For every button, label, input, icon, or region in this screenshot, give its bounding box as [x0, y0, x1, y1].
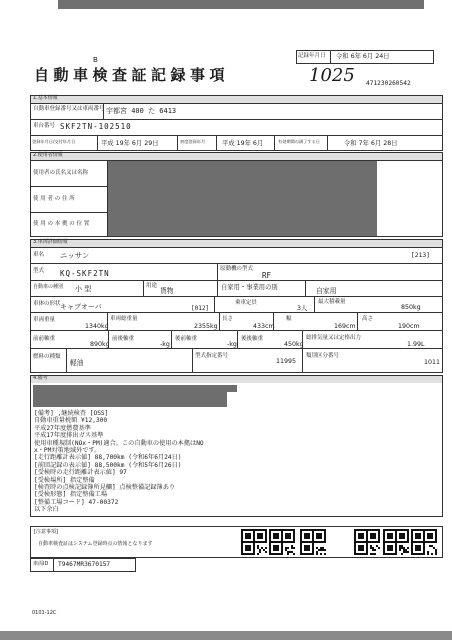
- remark-line: [走行距離計表示値] 88,700km (令和6年6月24日): [34, 454, 182, 462]
- model-label: 型式: [33, 268, 45, 274]
- private-value: 自家用: [316, 287, 337, 295]
- remark-line: [検査時の点検記録簿所見欄] 点検整備記録簿あり: [34, 484, 176, 492]
- max-load-label: 最大積載量: [318, 299, 346, 305]
- length-value: 433cm: [253, 323, 275, 330]
- gross-label: 車両総重量: [110, 316, 138, 322]
- notes-text: 自動車検査証はシステム登録時点の情報となります: [38, 541, 153, 547]
- model-value: KQ-SKF2TN: [60, 269, 110, 278]
- engine-label: 原動機の型式: [220, 266, 254, 272]
- document-title: 自動車検査証記録事項: [34, 66, 230, 84]
- qr-code-4: [354, 529, 380, 555]
- expiry-value: 令和 7年 6月 28日: [344, 140, 398, 147]
- notes-heading: [注意事項]: [34, 529, 58, 535]
- class-value: 1011: [424, 359, 441, 366]
- form-code: 0101-12C: [32, 610, 57, 616]
- remark-line: 使用車種規制(NOx・PM)適合。この自動車の使用の本拠はNO: [34, 439, 204, 447]
- first-reg-value: 平成 19年 6月 29日: [101, 140, 159, 147]
- body-value: キャブオーバ: [60, 303, 102, 311]
- form-letter: B: [93, 56, 98, 64]
- make-code: [213]: [411, 252, 430, 259]
- first-reg-label: 登録年月日/交付年月日: [32, 139, 76, 144]
- remark-line: x・PM対策地域外です。: [34, 447, 101, 455]
- type-label: 自動車の種別: [33, 284, 64, 290]
- fuel-label: 燃料の種類: [33, 354, 61, 360]
- engine-value: RF: [262, 271, 272, 280]
- vehicle-id-label: 車両ID: [33, 561, 49, 567]
- first-reg-month-label: 初度登録年月: [180, 139, 206, 144]
- rr-axle-value: 450kg: [284, 341, 304, 348]
- redacted-remarks-small: [227, 385, 237, 392]
- displacement-value: 1.99L: [407, 341, 425, 348]
- remark-line: 平成27年度燃費基準: [34, 424, 91, 432]
- scan-bottom-band: [0, 631, 452, 640]
- qr-code-3: [300, 529, 326, 555]
- remarks-list: [34, 410, 294, 514]
- record-date-label: 記録年月日: [298, 53, 326, 59]
- chassis-label: 車台番号: [33, 123, 56, 129]
- height-label: 高さ: [362, 316, 374, 322]
- expiry-label: 有効期間の満了する日: [278, 139, 320, 144]
- body-code: [012]: [191, 305, 210, 312]
- remark-line: 自動車重量税額 ¥12,300: [34, 417, 108, 425]
- approval-label: 型式指定番号: [195, 353, 229, 359]
- qr-code-6: [411, 529, 437, 555]
- body-label: 車体の形状: [33, 301, 61, 307]
- fr-axle-value: -kg: [160, 341, 170, 348]
- width-label: 幅: [286, 316, 292, 322]
- first-reg-month-value: 平成 19年 6月: [222, 140, 264, 147]
- height-value: 190cm: [398, 323, 420, 330]
- section1-heading: 1.基本情報: [33, 95, 58, 101]
- plate-value: 宇都宮 400 た 6413: [106, 107, 177, 115]
- qr-code-1: [241, 529, 267, 555]
- ff-axle-value: 890kg: [90, 341, 110, 348]
- gross-value: 2355kg: [194, 323, 218, 330]
- vehicle-id-value: T9467MR3670157: [58, 561, 111, 568]
- capacity-value: 3人: [297, 305, 308, 312]
- base-location-label: 使 用 の 本 拠 の 位 置: [33, 221, 90, 227]
- ff-axle-label: 前前軸重: [33, 336, 56, 342]
- record-date: 令和 6年 6月 24日: [336, 53, 390, 60]
- approval-value: 11995: [276, 358, 297, 365]
- remark-line: [備考] ,継続検査 [OSS]: [34, 410, 109, 417]
- chassis-value: SKF2TN-102510: [60, 122, 132, 131]
- length-label: 長さ: [222, 316, 234, 322]
- document-number: 471230260542: [366, 80, 411, 87]
- section2-heading: 2.使用者情報: [33, 152, 63, 158]
- user-address-label: 使 用 者 の 住 所: [33, 196, 75, 202]
- type-value: 小 型: [75, 285, 92, 293]
- user-name-label: 使用者の氏名又は名称: [33, 170, 89, 176]
- rr-axle-label: 後後軸重: [241, 336, 264, 342]
- capacity-label: 乗車定員: [235, 300, 258, 306]
- fr-axle-label: 前後軸重: [112, 336, 135, 342]
- width-value: 169cm: [334, 323, 356, 330]
- remark-line: [受検形態] 指定整備工場: [34, 491, 108, 499]
- displacement-label: 総排気量又は定格出力: [306, 335, 362, 341]
- class-label: 類別区分番号: [306, 353, 340, 359]
- section4-heading: 4.備考: [33, 375, 48, 381]
- plate-label: 自動車登録番号又は車両番号: [33, 106, 105, 112]
- max-load-value: 850kg: [401, 304, 421, 311]
- rf-axle-value: -kg: [227, 341, 237, 348]
- use-value: 貨物: [160, 287, 174, 295]
- remark-line: 以下余白: [34, 506, 59, 514]
- remark-line: 平成17年度排出ガス基準: [34, 432, 104, 440]
- make-value: ニッサン: [60, 251, 90, 260]
- redacted-remarks: [33, 385, 227, 407]
- private-label: 自家用・事業用の別: [221, 284, 278, 291]
- section3-heading: 3.車両詳細情報: [33, 239, 68, 245]
- weight-value: 1340kg: [85, 323, 109, 330]
- remark-line: [受検場所] 指定整備: [34, 476, 95, 484]
- qr-code-2: [269, 529, 295, 555]
- make-label: 車名: [33, 252, 45, 258]
- remark-line: [整備工場コード] 47-00372: [34, 498, 119, 506]
- remark-line: [前回記録の表示値] 88,500km (令和5年6月26日): [34, 461, 182, 469]
- scan-top-band: [58, 0, 424, 9]
- use-label: 用途: [146, 283, 158, 289]
- fuel-value: 軽油: [70, 359, 84, 367]
- remark-line: [受検時の走行距離計表示値] 97: [34, 469, 127, 477]
- rf-axle-label: 後前軸重: [175, 336, 198, 342]
- handwritten-number: 1025: [309, 65, 355, 86]
- weight-label: 車両重量: [33, 317, 56, 323]
- redacted-user-info: [108, 161, 377, 236]
- qr-code-5: [383, 529, 409, 555]
